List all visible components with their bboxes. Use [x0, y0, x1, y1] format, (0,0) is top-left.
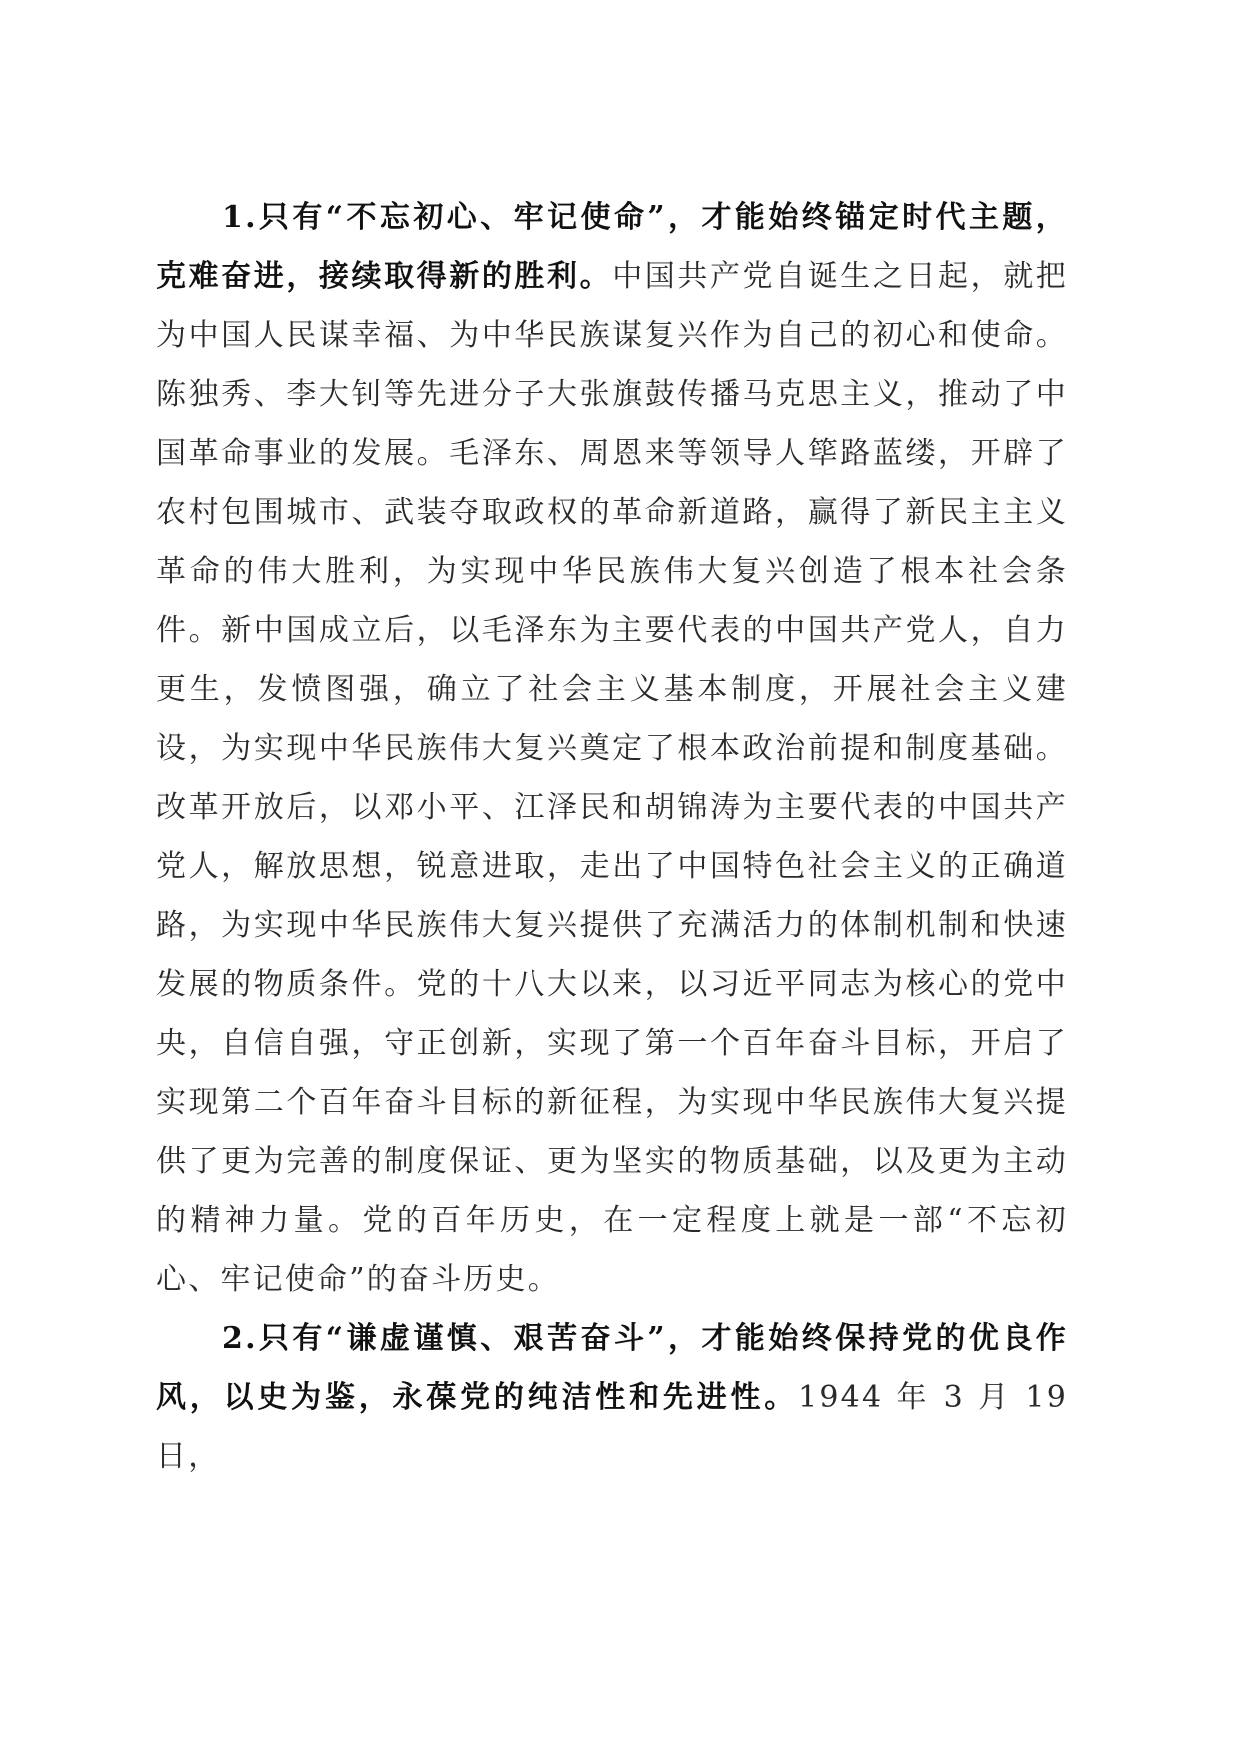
- paragraph-2-heading: 2.只有“谦虚谨慎、艰苦奋斗”，才能始终保持党的优良作风，以史为鉴，永葆党的纯洁性和先进性。: [156, 1321, 1068, 1415]
- paragraph-2-text: 1944 年 3 月 19 日，: [156, 1380, 1068, 1474]
- paragraph-1-heading: 1.只有“不忘初心、牢记使命”，才能始终锚定时代主题，克难奋进，接续取得新的胜利。: [156, 200, 1068, 294]
- document-body: [156, 188, 1068, 1486]
- paragraph-2: [156, 1309, 1068, 1486]
- paragraph-1-text: 中国共产党自诞生之日起，就把为中国人民谋幸福、为中华民族谋复兴作为自己的初心和使命。陈独秀、李大钊等先进分子大张旗鼓传播马克思主义，推动了中国革命事业的发展。毛泽东、周恩来等领导人筚路蓝缕，开辟了农村包围城市、武装夺取政权的革命新道路，赢得了新民主主义革命的伟大胜利，为实现中华民族伟大复兴创造了根本社会条件。新中国成立后，以毛泽东为主要代表的中国共产党人，自力更生，发愤图强，确立了社会主义基本制度，开展社会主义建设，为实现中华民族伟大复兴奠定了根本政治前提和制度基础。改革开放后，以邓小平、江泽民和胡锦涛为主要代表的中国共产党人，解放思想，锐意进取，走出了中国特色社会主义的正确道路，为实现中华民族伟大复兴提供了充满活力的体制机制和快速发展的物质条件。党的十八大以来，以习近平同志为核心的党中央，自信自强，守正创新，实现了第一个百年奋斗目标，开启了实现第二个百年奋斗目标的新征程，为实现中华民族伟大复兴提供了更为完善的制度保证、更为坚实的物质基础，以及更为主动的精神力量。党的百年历史，在一定程度上就是一部“不忘初心、牢记使命”的奋斗历史。: [156, 259, 1068, 1297]
- paragraph-1: [156, 188, 1068, 1309]
